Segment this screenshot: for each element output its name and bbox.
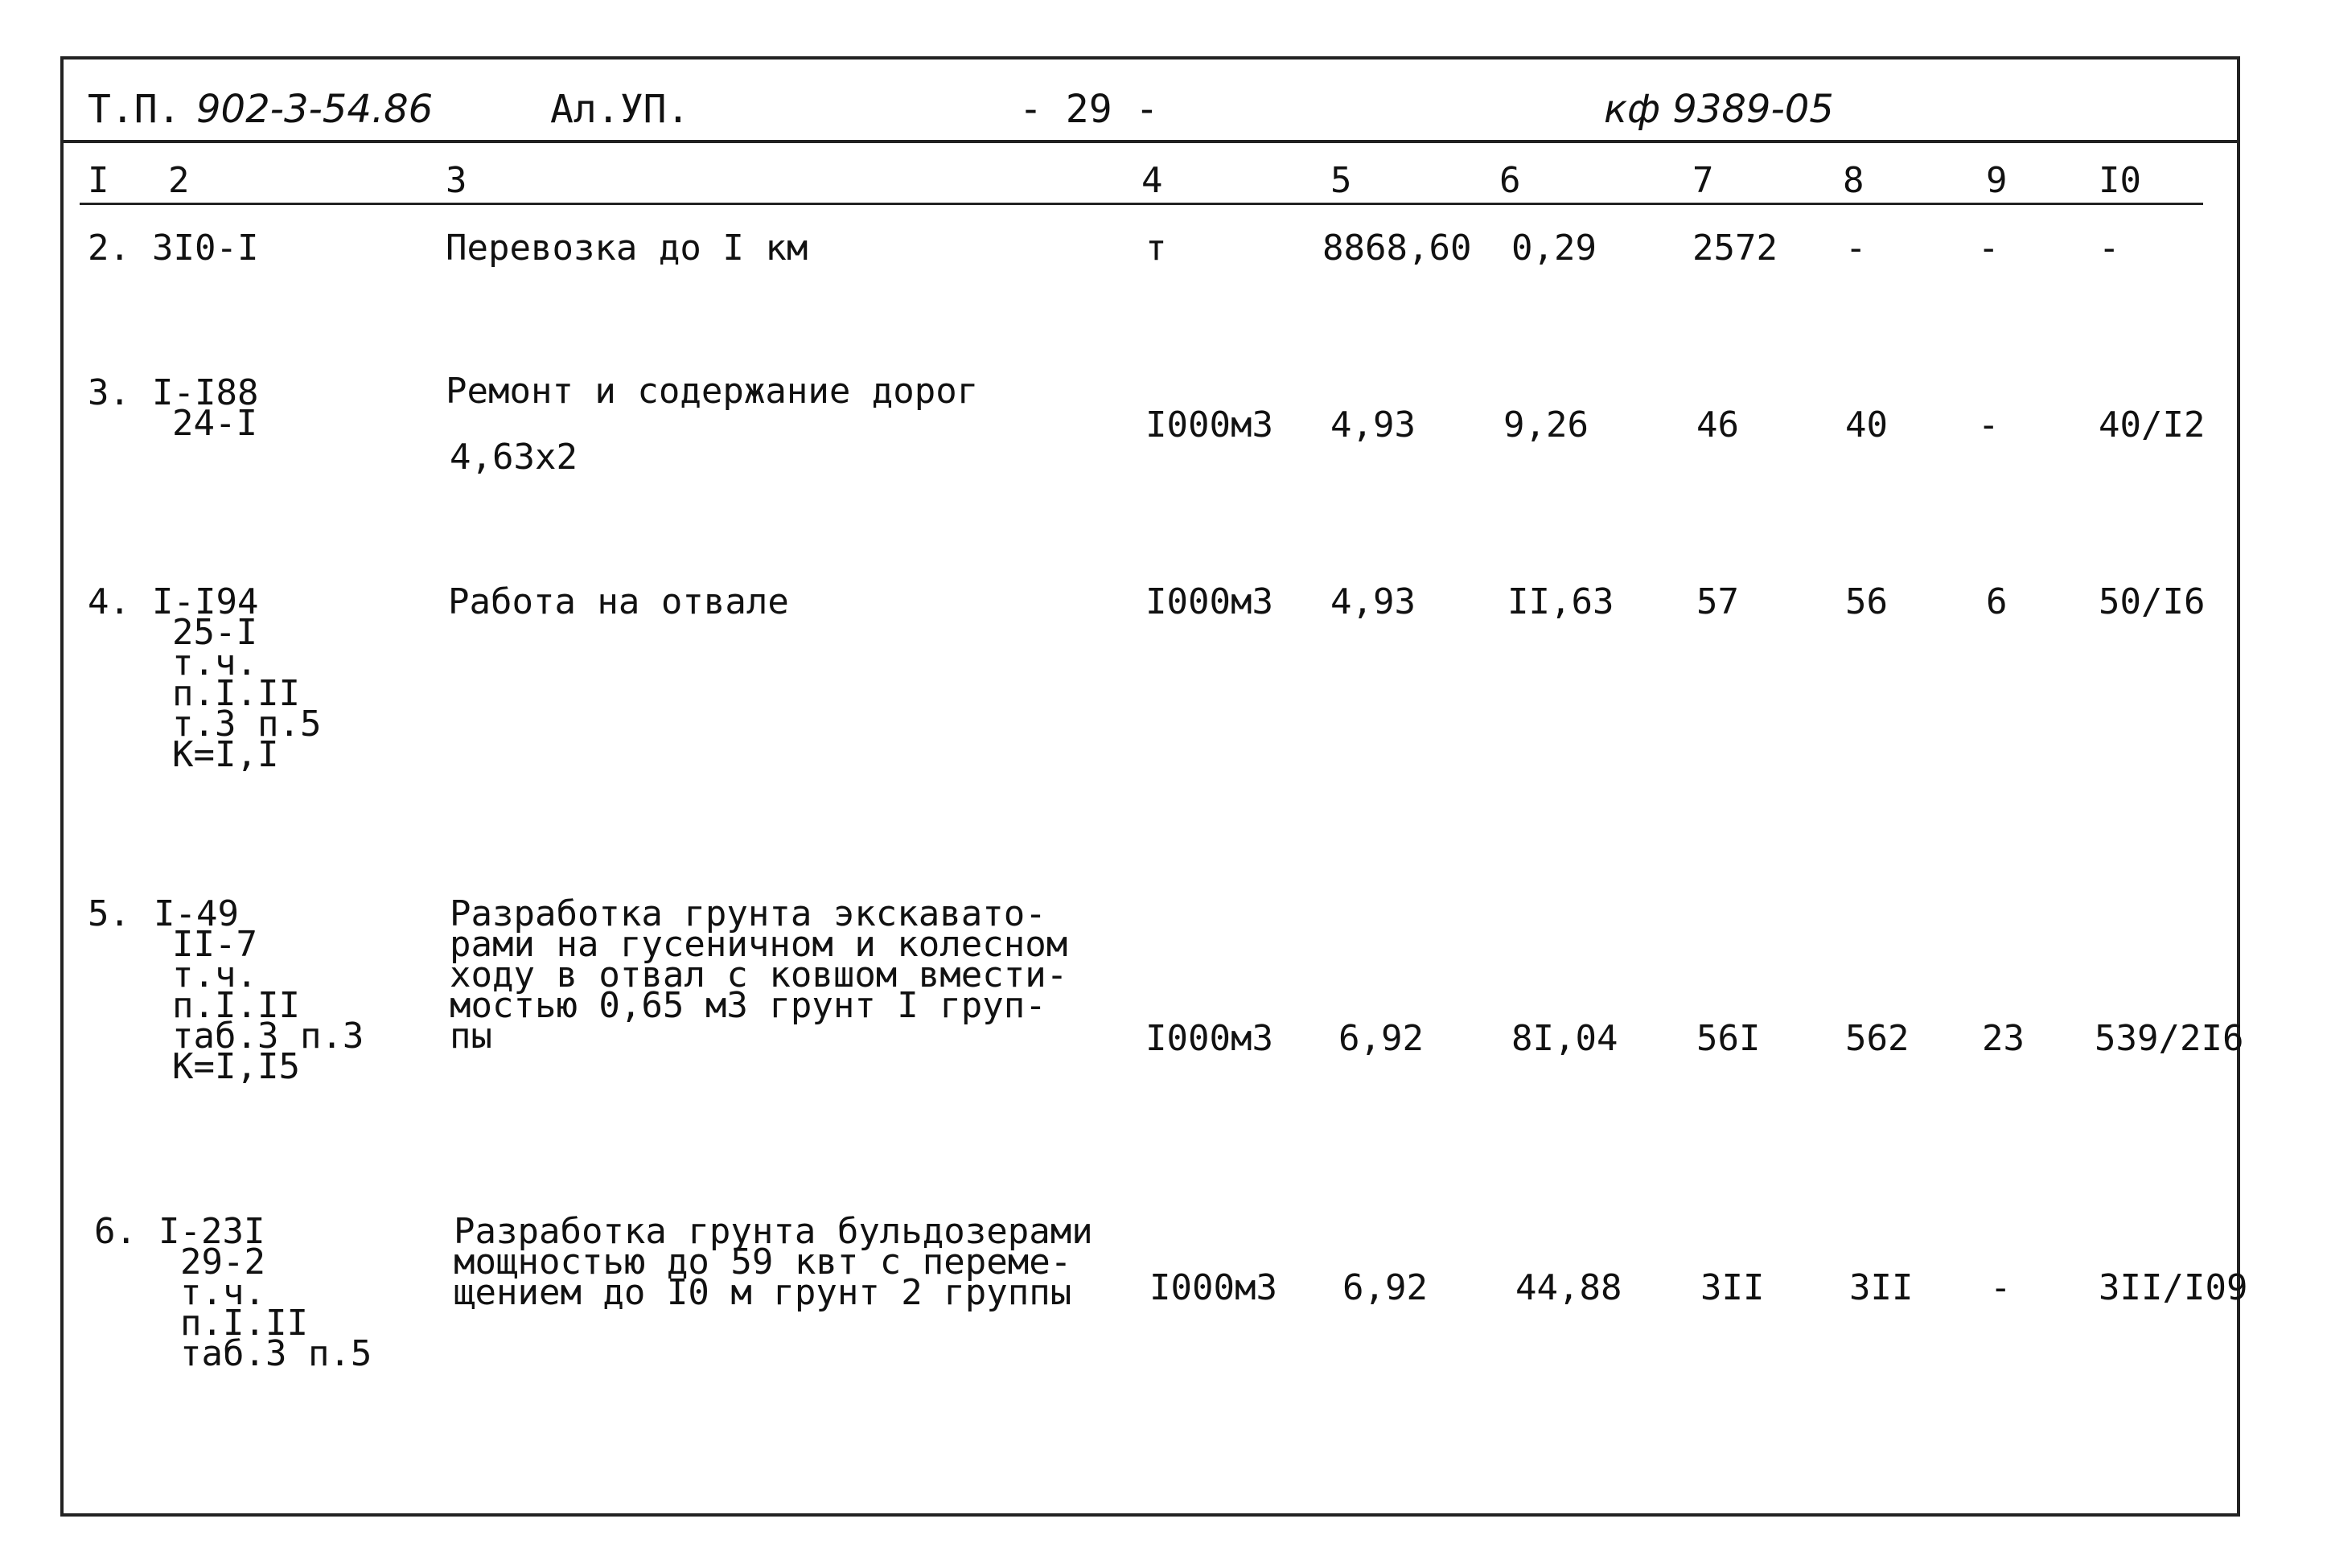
norm-code: 3I0-I [152,228,259,269]
col-8-value: 56 [1845,581,1888,622]
col-10-value: - [2099,228,2120,269]
total-cost: 57 [1696,581,1739,622]
row-index: 4. [88,581,130,622]
album-label: Ал.УП. [550,87,690,132]
work-description-line: ходу в отвал с ковшом вмести- [450,954,1068,995]
work-description-line: мощностью до 59 квт с переме- [454,1242,1072,1283]
norm-code: I-23I [158,1211,265,1252]
unit-price: II,63 [1507,581,1614,622]
work-description: Разработка грунта бульдозерами [454,1211,1093,1252]
total-cost: 3II [1700,1267,1765,1308]
work-description: Перевозка до I км [446,228,808,269]
col-9-value: - [1978,228,2000,269]
col-10-value: 3II/I09 [2099,1267,2248,1308]
quantity: 6,92 [1338,1018,1424,1059]
norm-code: I-I94 [152,581,259,622]
col-header-10: I0 [2099,160,2141,201]
header-divider [64,140,2237,143]
norm-code-line: т.3 п.5 [172,704,322,745]
col-header-6: 6 [1499,160,1521,201]
col-header-1: I [88,160,109,201]
col-header-3: 3 [446,160,467,201]
row-index: 3. [88,372,130,413]
row-index: 5. [88,893,130,934]
norm-code-line: К=I,I5 [172,1046,300,1087]
unit: I000м3 [1149,1267,1277,1308]
col-header-8: 8 [1843,160,1864,201]
col-header-5: 5 [1330,160,1352,201]
col-8-value: - [1845,228,1867,269]
norm-code: I-49 [154,893,239,934]
unit: I000м3 [1145,1018,1273,1059]
unit: I000м3 [1145,404,1273,445]
col-9-value: - [1990,1267,2012,1308]
unit-price: 44,88 [1515,1267,1622,1308]
col-header-7: 7 [1692,160,1714,201]
col-8-value: 40 [1845,404,1888,445]
archive-stamp: кф 9389-05 [1604,87,1834,132]
total-cost: 2572 [1692,228,1778,269]
norm-code-line: К=I,I [172,734,279,775]
norm-code-line: таб.3 п.3 [172,1016,364,1057]
norm-code-line: 29-2 [180,1242,265,1283]
quantity: 6,92 [1342,1267,1428,1308]
col-10-value: 539/2I6 [2095,1018,2244,1059]
quantity: 4,93 [1330,404,1416,445]
unit: I000м3 [1145,581,1273,622]
quantity: 4,93 [1330,581,1416,622]
col-9-value: 6 [1986,581,2008,622]
col-header-9: 9 [1986,160,2008,201]
norm-code-line: т.ч. [172,642,257,683]
col-9-value: 23 [1982,1018,2025,1059]
norm-code-line: т.ч. [172,954,257,995]
work-description-line: пы [450,1016,492,1057]
work-description-line: щением до I0 м грунт 2 группы [454,1272,1072,1313]
col-10-value: 40/I2 [2099,404,2206,445]
work-description: Разработка грунта экскавато- [450,893,1046,934]
norm-code-line: таб.3 п.5 [180,1333,372,1374]
norm-code-line: т.ч. [180,1272,265,1313]
column-header-divider [80,203,2203,205]
norm-code-line: 24-I [172,403,257,444]
unit: т [1145,228,1167,269]
norm-code-line: п.I.II [172,985,300,1026]
norm-code-line: II-7 [172,924,257,965]
total-cost: 56I [1696,1018,1761,1059]
page-number: - 29 - [1019,87,1159,132]
work-description-line: мостью 0,65 м3 грунт I груп- [450,985,1046,1026]
norm-code: I-I88 [152,372,259,413]
norm-code-line: п.I.II [180,1303,308,1344]
unit-price: 0,29 [1511,228,1597,269]
col-header-2: 2 [168,160,190,201]
col-9-value: - [1978,404,2000,445]
norm-code-line: п.I.II [172,673,300,714]
work-description: Ремонт и содержание дорог [446,371,979,412]
quantity: 8868,60 [1322,228,1472,269]
tp-number: 902-3-54.86 [196,87,434,132]
work-description: Работа на отвале [448,581,789,622]
col-header-4: 4 [1141,160,1163,201]
tp-prefix: Т.П. [88,87,181,132]
col-8-value: 562 [1845,1018,1910,1059]
work-description-line: рами на гусеничном и колесном [450,924,1068,965]
row-index: 6. [94,1211,137,1252]
unit-price: 8I,04 [1511,1018,1618,1059]
total-cost: 46 [1696,404,1739,445]
norm-code-line: 25-I [172,612,257,653]
estimate-sheet [60,56,2248,1517]
unit-price: 9,26 [1503,404,1589,445]
col-10-value: 50/I6 [2099,581,2206,622]
col-8-value: 3II [1849,1267,1914,1308]
work-description-line: 4,63х2 [450,437,578,478]
row-index: 2. [88,228,130,269]
